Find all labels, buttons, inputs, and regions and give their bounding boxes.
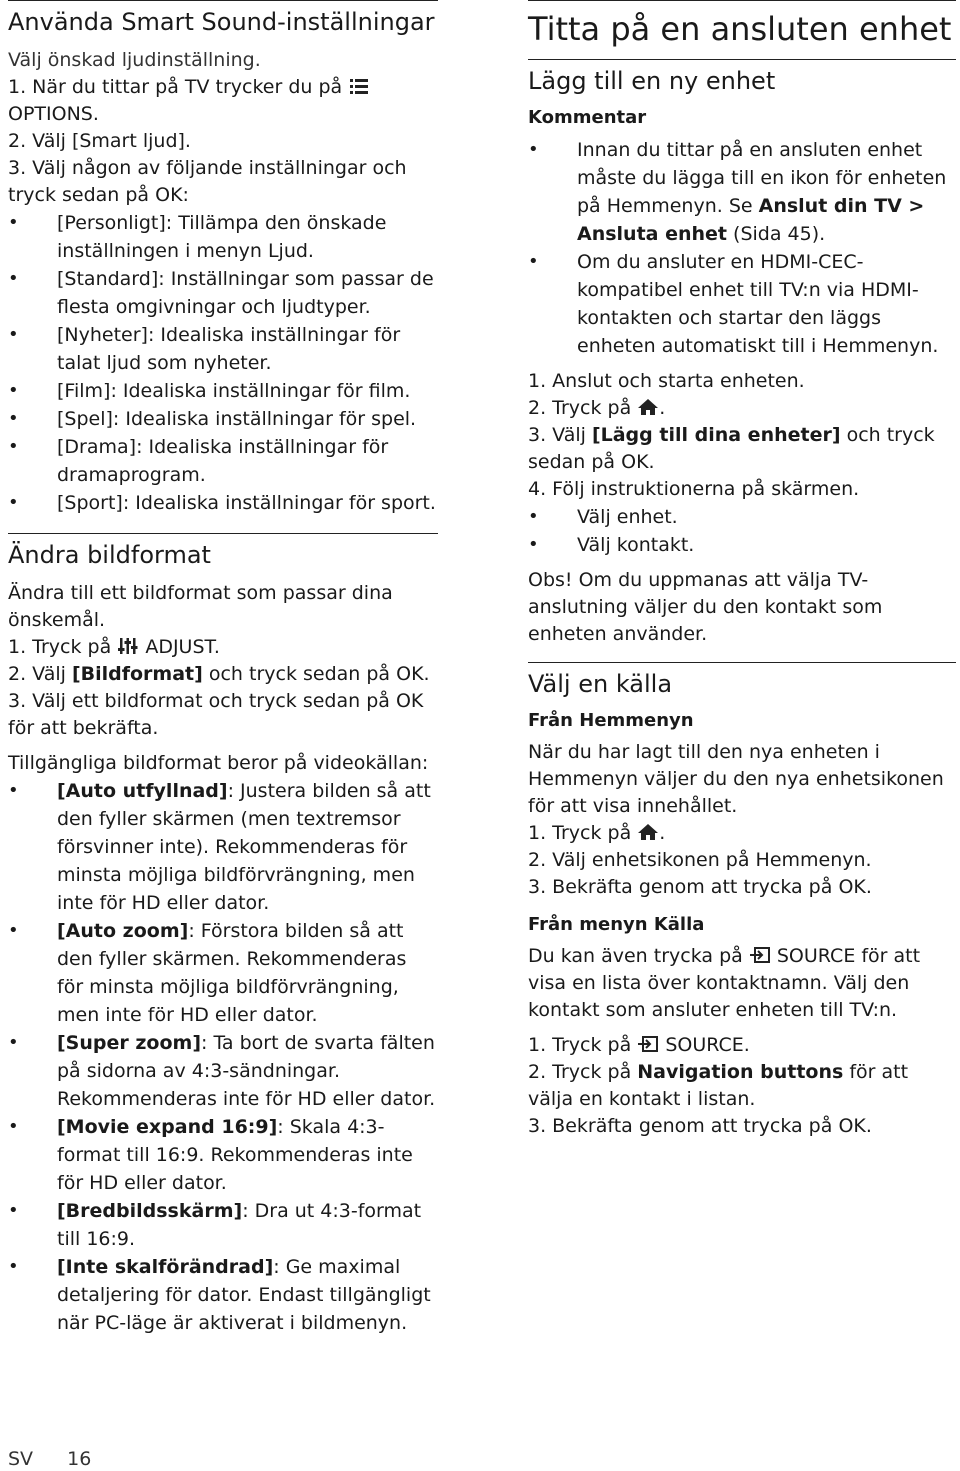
- step-1: 1. Tryck på ADJUST.: [8, 636, 220, 658]
- section-rule: [528, 0, 956, 1]
- section-title-smart-sound: Använda Smart Sound-inställningar: [8, 8, 435, 36]
- sub-steps-list: [528, 503, 956, 559]
- adjust-sliders-icon: [117, 637, 139, 655]
- page-footer: [8, 1448, 119, 1470]
- picture-format-list: [8, 777, 438, 1337]
- step-1: 1. Anslut och starta enheten.: [528, 370, 805, 392]
- list-item: • Om du ansluter en HDMI-CEC-kompatibel enhet till TV:n via HDMI-kontakten och startar den läggs enheten automatiskt till i Hemmenyn.: [528, 248, 956, 360]
- from-home-text: När du har lagt till den nya enheten i Hemmenyn väljer du den nya enhetsikonen för att visa innehållet.: [528, 741, 944, 817]
- list-item: • [Movie expand 16:9]: Skala 4:3-format till 16:9. Rekommenderas inte för HD eller dator.: [8, 1113, 438, 1197]
- intro-text: Välj önskad ljudinställning.: [8, 49, 261, 71]
- list-item: • [Personligt]: Tillämpa den önskade inställningen i menyn Ljud.: [8, 209, 438, 265]
- source-input-icon: [637, 1035, 659, 1053]
- step-2: 2. Tryck på .: [528, 397, 666, 419]
- left-column: [8, 0, 438, 1337]
- step-2: 2. Välj [Bildformat] och tryck sedan på OK.: [8, 663, 430, 685]
- step-3: 3. Välj [Lägg till dina enheter] och tryck sedan på OK.: [528, 424, 935, 473]
- source-step-3: 3. Bekräfta genom att trycka på OK.: [528, 1115, 872, 1137]
- step-1: 1. När du tittar på TV trycker du på OPTIONS.: [8, 74, 438, 128]
- page-title: Titta på en ansluten enhet: [528, 10, 952, 48]
- list-item: • [Inte skalförändrad]: Ge maximal detaljering för dator. Endast tillgängligt när PC-läge är aktiverat i bildmenyn.: [8, 1253, 438, 1337]
- sound-settings-list: [8, 209, 438, 517]
- step-4: 4. Följ instruktionerna på skärmen.: [528, 478, 860, 500]
- section-rule: [8, 0, 438, 1]
- from-home-heading: Från Hemmenyn: [528, 710, 694, 731]
- list-item: • [Standard]: Inställningar som passar de flesta omgivningar och ljudtyper.: [8, 265, 438, 321]
- section-title-picture-format: Ändra bildformat: [8, 541, 211, 569]
- home-icon: [637, 823, 659, 841]
- list-item: • [Sport]: Idealiska inställningar för sport.: [8, 489, 438, 517]
- intro-text: Ändra till ett bildformat som passar dina önskemål.: [8, 582, 393, 631]
- list-item: • [Bredbildsskärm]: Dra ut 4:3-format till 16:9.: [8, 1197, 438, 1253]
- page-number: 16: [67, 1448, 92, 1470]
- options-list-icon: [348, 77, 370, 95]
- section-rule: [8, 533, 438, 534]
- list-item: • Välj enhet.: [528, 503, 956, 531]
- step-3: 3. Välj någon av följande inställningar och tryck sedan på OK:: [8, 157, 407, 206]
- home-icon: [637, 398, 659, 416]
- list-item: • [Drama]: Idealiska inställningar för dramaprogram.: [8, 433, 438, 489]
- from-source-text: Du kan även trycka på SOURCE för att visa en lista över kontaktnamn. Välj den kontakt som ansluter enheten till TV:n.: [528, 945, 921, 1021]
- source-input-icon: [749, 946, 771, 964]
- list-item: • [Auto zoom]: Förstora bilden så att den fyller skärmen. Rekommenderas för minsta möjliga bildförvrängning, men inte för HD eller dator.: [8, 917, 438, 1029]
- list-item: • Välj kontakt.: [528, 531, 956, 559]
- list-item: • [Auto utfyllnad]: Justera bilden så att den fyller skärmen (men textremsor försvinner inte). Rekommenderas för minsta möjliga bildförvrängning, men inte för HD eller dator.: [8, 777, 438, 917]
- language-code: SV: [8, 1448, 34, 1470]
- right-column: [528, 0, 956, 1140]
- list-item: • [Nyheter]: Idealiska inställningar för talat ljud som nyheter.: [8, 321, 438, 377]
- step-3: 3. Välj ett bildformat och tryck sedan på OK för att bekräfta.: [8, 690, 424, 739]
- step-2: 2. Välj enhetsikonen på Hemmenyn.: [528, 849, 872, 871]
- available-formats-text: Tillgängliga bildformat beror på videokällan:: [8, 752, 429, 774]
- obs-note: Obs! Om du uppmanas att välja TV-anslutning väljer du den kontakt som enheten använder.: [528, 569, 883, 645]
- source-step-1: 1. Tryck på SOURCE.: [528, 1034, 750, 1056]
- note-heading: Kommentar: [528, 107, 647, 128]
- list-item: • [Spel]: Idealiska inställningar för spel.: [8, 405, 438, 433]
- section-title-select-source: Välj en källa: [528, 670, 673, 698]
- step-2: 2. Välj [Smart ljud].: [8, 130, 191, 152]
- source-step-2: 2. Tryck på Navigation buttons för att välja en kontakt i listan.: [528, 1061, 909, 1110]
- section-rule: [528, 59, 956, 60]
- from-source-heading: Från menyn Källa: [528, 914, 705, 935]
- list-item: • [Super zoom]: Ta bort de svarta fälten på sidorna av 4:3-sändningar. Rekommenderas inte för HD eller dator.: [8, 1029, 438, 1113]
- list-item: • [Film]: Idealiska inställningar för film.: [8, 377, 438, 405]
- step-1: 1. Tryck på .: [528, 822, 666, 844]
- note-list: [528, 136, 956, 360]
- step-3: 3. Bekräfta genom att trycka på OK.: [528, 876, 872, 898]
- section-title-add-device: Lägg till en ny enhet: [528, 67, 776, 95]
- section-rule: [528, 662, 956, 663]
- list-item: • Innan du tittar på en ansluten enhet måste du lägga till en ikon för enheten på Hemmenyn. Se Anslut din TV > Ansluta enhet (Sida 45).: [528, 136, 956, 248]
